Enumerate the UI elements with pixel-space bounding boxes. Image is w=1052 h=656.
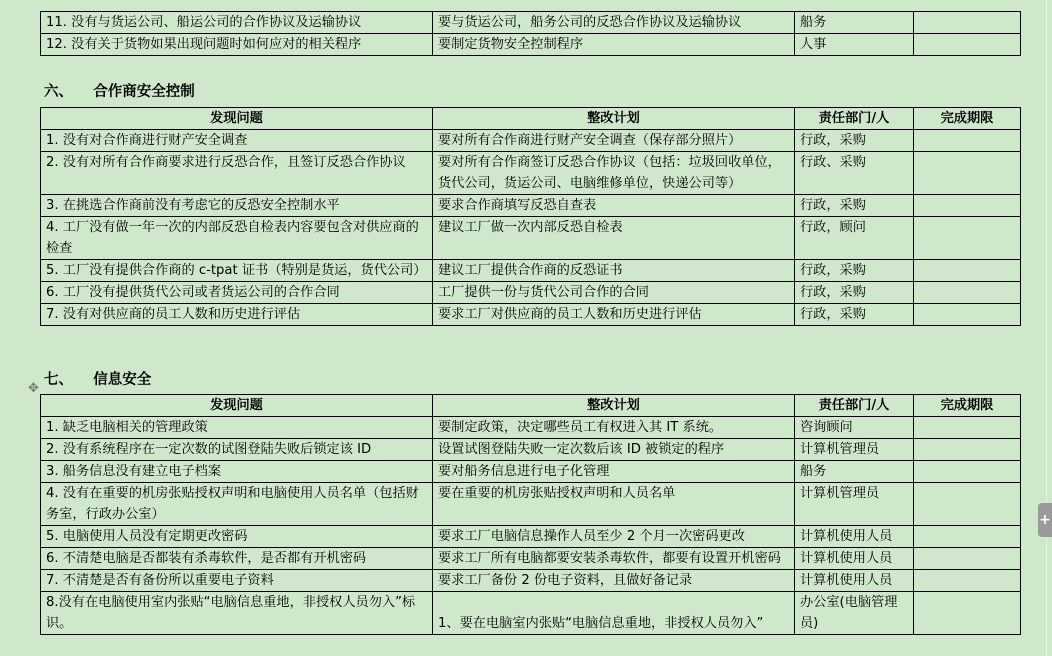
table-row xyxy=(41,570,1021,592)
cell-owner: 行政，采购 xyxy=(795,130,914,152)
cell-plan: 要求工厂电脑信息操作人员至少 2 个月一次密码更改 xyxy=(433,526,795,548)
cell-deadline xyxy=(914,417,1021,439)
cell-owner: 办公室(电脑管理员) xyxy=(795,592,914,635)
cell-plan: 要对所有合作商进行财产安全调查（保存部分照片） xyxy=(433,130,795,152)
cell-problem: 1. 缺乏电脑相关的管理政策 xyxy=(41,417,433,439)
cell-problem: 3. 船务信息没有建立电子档案 xyxy=(41,461,433,483)
cell-deadline xyxy=(914,12,1021,34)
table-partner-security xyxy=(40,107,1021,326)
cell-plan: 要对所有合作商签订反恐合作协议（包括：垃圾回收单位，货代公司，货运公司、电脑维修单位，快递公司等） xyxy=(433,152,795,195)
cell-owner: 行政，采购 xyxy=(795,260,914,282)
cell-owner: 行政，采购 xyxy=(795,304,914,326)
table-row xyxy=(41,34,1021,56)
header-plan: 整改计划 xyxy=(433,108,795,130)
cell-problem: 6. 不清楚电脑是否都装有杀毒软件，是否都有开机密码 xyxy=(41,548,433,570)
table-header-row xyxy=(41,108,1021,130)
cell-plan: 要与货运公司，船务公司的反恐合作协议及运输协议 xyxy=(433,12,795,34)
table-row xyxy=(41,417,1021,439)
table-row xyxy=(41,130,1021,152)
table-move-handle-icon[interactable]: ✥ xyxy=(28,381,39,396)
table-row xyxy=(41,548,1021,570)
cell-deadline xyxy=(914,548,1021,570)
table-row xyxy=(41,217,1021,260)
section-heading-information-security: 七、 信息安全 xyxy=(44,372,152,388)
table-row xyxy=(41,439,1021,461)
cell-owner: 船务 xyxy=(795,12,914,34)
section-heading-partner-security: 六、 合作商安全控制 xyxy=(44,84,195,100)
cell-deadline xyxy=(914,130,1021,152)
cell-plan: 要求工厂对供应商的员工人数和历史进行评估 xyxy=(433,304,795,326)
cell-deadline xyxy=(914,439,1021,461)
cell-plan: 建议工厂提供合作商的反恐证书 xyxy=(433,260,795,282)
cell-plan: 设置试图登陆失败一定次数后该 ID 被锁定的程序 xyxy=(433,439,795,461)
cell-deadline xyxy=(914,260,1021,282)
table-row xyxy=(41,195,1021,217)
header-owner: 责任部门/人 xyxy=(795,108,914,130)
cell-plan: 要求合作商填写反恐自查表 xyxy=(433,195,795,217)
cell-owner: 计算机使用人员 xyxy=(795,570,914,592)
cell-deadline xyxy=(914,304,1021,326)
table-row xyxy=(41,12,1021,34)
expand-panel-plus-icon[interactable]: + xyxy=(1038,503,1052,537)
table-row xyxy=(41,304,1021,326)
cell-deadline xyxy=(914,282,1021,304)
cell-deadline xyxy=(914,526,1021,548)
table-header-row xyxy=(41,395,1021,417)
cell-deadline xyxy=(914,570,1021,592)
cell-problem: 5. 电脑使用人员没有定期更改密码 xyxy=(41,526,433,548)
cell-problem: 3. 在挑选合作商前没有考虑它的反恐安全控制水平 xyxy=(41,195,433,217)
header-problem: 发现问题 xyxy=(41,108,433,130)
cell-problem: 4. 没有在重要的机房张贴授权声明和电脑使用人员名单（包括财务室，行政办公室） xyxy=(41,483,433,526)
table-continued xyxy=(40,11,1021,56)
table-row xyxy=(41,592,1021,635)
cell-deadline xyxy=(914,152,1021,195)
cell-plan: 建议工厂做一次内部反恐自检表 xyxy=(433,217,795,260)
header-deadline: 完成期限 xyxy=(914,108,1021,130)
cell-owner: 计算机管理员 xyxy=(795,483,914,526)
cell-deadline xyxy=(914,461,1021,483)
header-problem: 发现问题 xyxy=(41,395,433,417)
cell-owner: 行政、采购 xyxy=(795,152,914,195)
cell-owner: 计算机管理员 xyxy=(795,439,914,461)
table-information-security xyxy=(40,394,1021,635)
cell-problem: 2. 没有系统程序在一定次数的试图登陆失败后锁定该 ID xyxy=(41,439,433,461)
table-row xyxy=(41,152,1021,195)
cell-plan: 要求工厂备份 2 份电子资料，且做好备记录 xyxy=(433,570,795,592)
cell-problem: 4. 工厂没有做一年一次的内部反恐自检表内容要包含对供应商的检查 xyxy=(41,217,433,260)
cell-problem: 7. 没有对供应商的员工人数和历史进行评估 xyxy=(41,304,433,326)
cell-deadline xyxy=(914,195,1021,217)
cell-plan: 要对船务信息进行电子化管理 xyxy=(433,461,795,483)
header-owner: 责任部门/人 xyxy=(795,395,914,417)
cell-owner: 咨询顾问 xyxy=(795,417,914,439)
cell-deadline xyxy=(914,592,1021,635)
page-edge-line xyxy=(1046,0,1047,656)
cell-plan: 工厂提供一份与货代公司合作的合同 xyxy=(433,282,795,304)
cell-plan: 1、要在电脑室内张贴“电脑信息重地，非授权人员勿入” xyxy=(433,592,795,635)
cell-owner: 计算机使用人员 xyxy=(795,526,914,548)
table-row xyxy=(41,526,1021,548)
cell-owner: 行政，采购 xyxy=(795,282,914,304)
cell-plan: 要求工厂所有电脑都要安装杀毒软件，都要有设置开机密码 xyxy=(433,548,795,570)
cell-deadline xyxy=(914,34,1021,56)
cell-owner: 行政，采购 xyxy=(795,195,914,217)
cell-owner: 计算机使用人员 xyxy=(795,548,914,570)
cell-deadline xyxy=(914,483,1021,526)
cell-problem: 5. 工厂没有提供合作商的 c-tpat 证书（特别是货运，货代公司） xyxy=(41,260,433,282)
cell-plan: 要制定货物安全控制程序 xyxy=(433,34,795,56)
cell-problem: 6. 工厂没有提供货代公司或者货运公司的合作合同 xyxy=(41,282,433,304)
cell-owner: 人事 xyxy=(795,34,914,56)
cell-owner: 船务 xyxy=(795,461,914,483)
table-row xyxy=(41,282,1021,304)
table-row xyxy=(41,260,1021,282)
header-deadline: 完成期限 xyxy=(914,395,1021,417)
table-row xyxy=(41,483,1021,526)
cell-problem: 8.没有在电脑使用室内张贴“电脑信息重地，非授权人员勿入”标识。 xyxy=(41,592,433,635)
cell-deadline xyxy=(914,217,1021,260)
cell-problem: 1. 没有对合作商进行财产安全调查 xyxy=(41,130,433,152)
cell-plan: 要制定政策，决定哪些员工有权进入其 IT 系统。 xyxy=(433,417,795,439)
cell-problem: 2. 没有对所有合作商要求进行反恐合作，且签订反恐合作协议 xyxy=(41,152,433,195)
cell-plan: 要在重要的机房张贴授权声明和人员名单 xyxy=(433,483,795,526)
cell-problem: 11. 没有与货运公司、船运公司的合作协议及运输协议 xyxy=(41,12,433,34)
cell-problem: 7. 不清楚是否有备份所以重要电子资料 xyxy=(41,570,433,592)
table-row xyxy=(41,461,1021,483)
cell-problem: 12. 没有关于货物如果出现问题时如何应对的相关程序 xyxy=(41,34,433,56)
cell-owner: 行政，顾问 xyxy=(795,217,914,260)
header-plan: 整改计划 xyxy=(433,395,795,417)
